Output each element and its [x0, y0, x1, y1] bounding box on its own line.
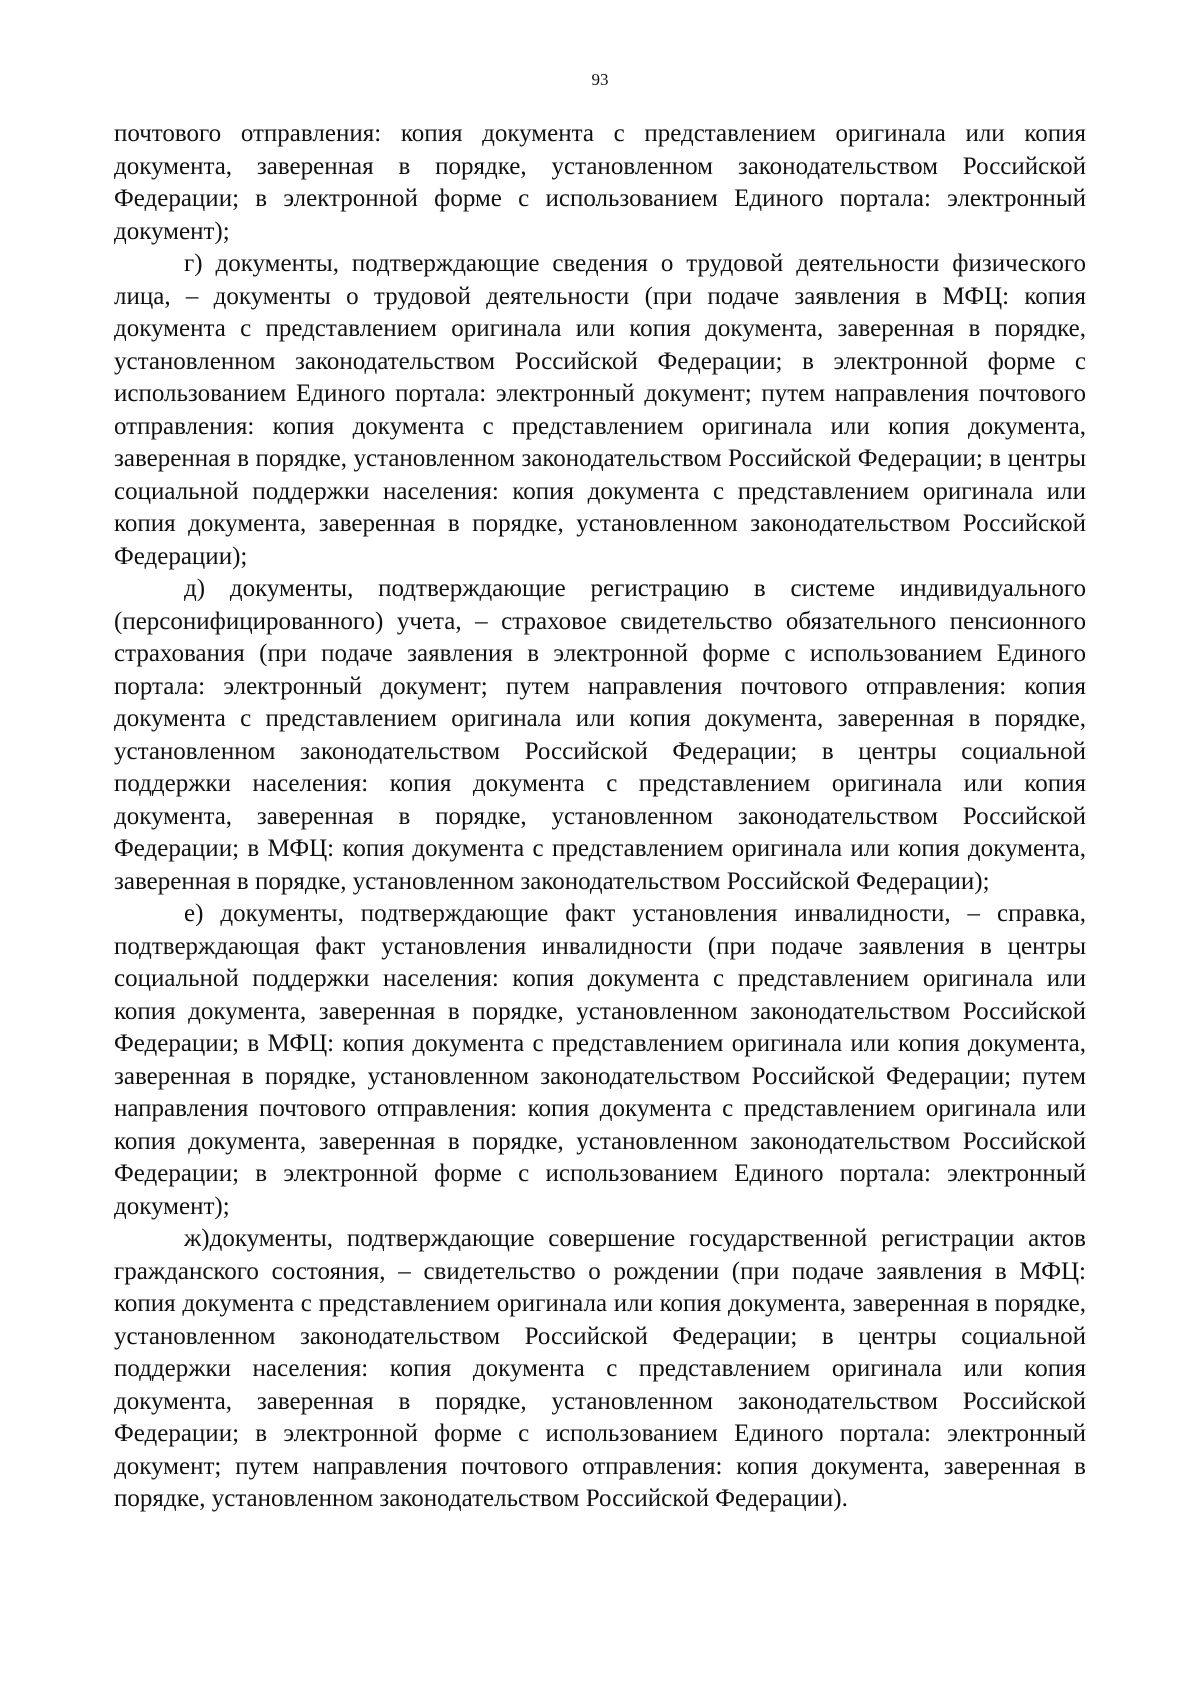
page-number: 93 — [591, 70, 609, 89]
paragraph-item-e: е) документы, подтверждающие факт установления инвалидности, – справка, подтверждающая факт установления инвалидности (при подаче заявления в центры социальной поддержки населения: копия документа с представлением оригинала или копия документа, заверенная в порядке, установленном законодательством Российской Федерации; в МФЦ: копия документа с представлением оригинала или копия документа, заверенная в порядке, установленном законодательством Российской Федерации; путем направления почтового отправления: копия документа с представлением оригинала или копия документа, заверенная в порядке, установленном законодательством Российской Федерации; в электронной форме с использованием Единого портала: электронный документ); — [114, 900, 1086, 1220]
paragraph-continuation: почтового отправления: копия документа с представлением оригинала или копия документа, заверенная в порядке, установленном законодательством Российской Федерации; в электронной форме с использованием Единого портала: электронный документ); — [114, 120, 1086, 245]
paragraph-item-d: д) документы, подтверждающие регистрацию в системе индивидуального (персонифицированного) учета, – страховое свидетельство обязательного пенсионного страхования (при подаче заявления в электронной форме с использованием Единого портала: электронный документ; путем направления почтового отправления: копия документа с представлением оригинала или копия документа, заверенная в порядке, установленном законодательством Российской Федерации; в центры социальной поддержки населения: копия документа с представлением оригинала или копия документа, заверенная в порядке, установленном законодательством Российской Федерации; в МФЦ: копия документа с представлением оригинала или копия документа, заверенная в порядке, установленном законодательством Российской Федерации); — [114, 575, 1086, 895]
paragraph-item-zh: ж)документы, подтверждающие совершение государственной регистрации актов гражданского состояния, – свидетельство о рождении (при подаче заявления в МФЦ: копия документа с представлением оригинала или копия документа, заверенная в порядке, установленном законодательством Российской Федерации; в центры социальной поддержки населения: копия документа с представлением оригинала или копия документа, заверенная в порядке, установленном законодательством Российской Федерации; в электронной форме с использованием Единого портала: электронный документ; путем направления почтового отправления: копия документа, заверенная в порядке, установленном законодательством Российской Федерации). — [114, 1225, 1086, 1512]
paragraph-item-g: г) документы, подтверждающие сведения о трудовой деятельности физического лица, – документы о трудовой деятельности (при подаче заявления в МФЦ: копия документа с представлением оригинала или копия документа, заверенная в порядке, установленном законодательством Российской Федерации; в электронной форме с использованием Единого портала: электронный документ; путем направления почтового отправления: копия документа с представлением оригинала или копия документа, заверенная в порядке, установленном законодательством Российской Федерации; в центры социальной поддержки населения: копия документа с представлением оригинала или копия документа, заверенная в порядке, установленном законодательством Российской Федерации); — [114, 250, 1086, 570]
document-body — [114, 118, 1086, 1516]
